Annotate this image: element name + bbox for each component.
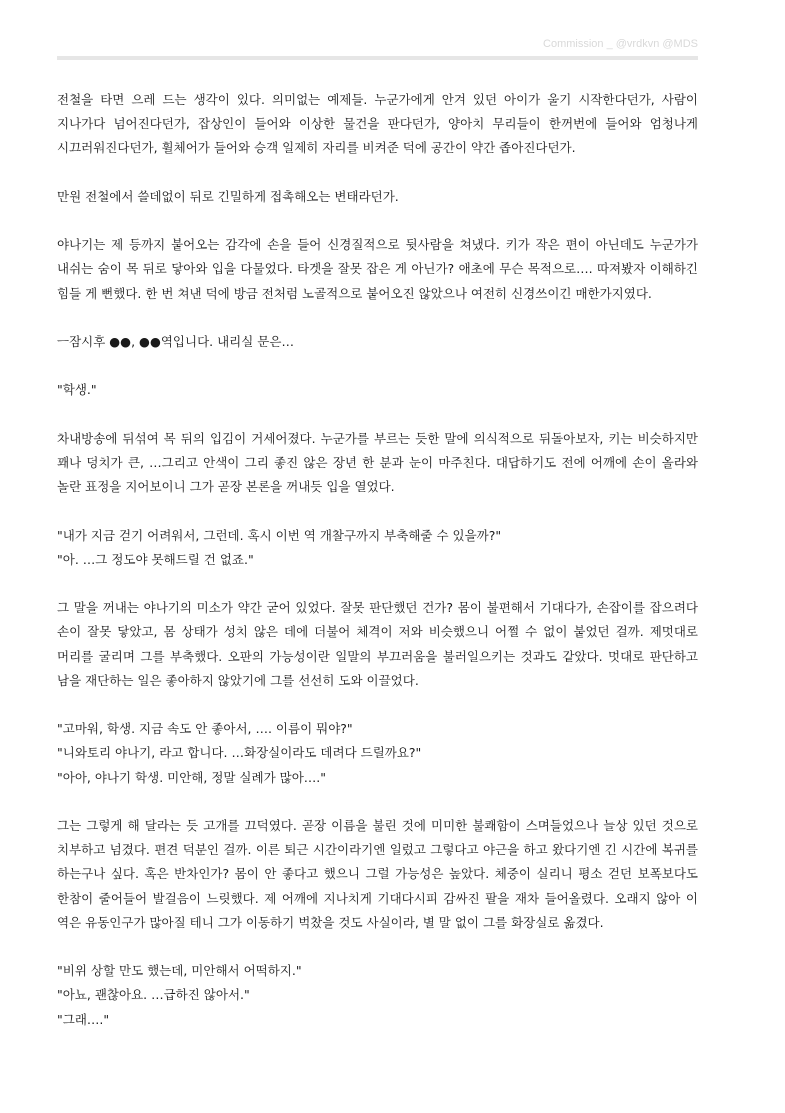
narration-paragraph: 만원 전철에서 쓸데없이 뒤로 긴밀하게 접촉해오는 변태라던가. [57, 188, 399, 204]
narration-paragraph: 전철을 타면 으레 드는 생각이 있다. 의미없는 예제들. 누군가에게 안겨 있던 아이가 울기 시작한다던가, 사람이 지나가다 넘어진다던가, 잡상인이 들어와 이상한 물건을 판다던가, 양아치 무리들이 한꺼번에 들어와 엄청나게 시끄러워진다던가, 휠체어가 들어와 승객 일제히 자리를 비켜준 덕에 공간이 약간 좁아진다던가. [57, 92, 698, 156]
dialogue-line: "그래…." [57, 1011, 110, 1027]
page-header [57, 32, 698, 60]
dialogue-line: "아아, 야나기 학생. 미안해, 정말 실례가 많아…." [57, 769, 327, 785]
narration-paragraph: 그 말을 꺼내는 야나기의 미소가 약간 굳어 있었다. 잘못 판단했던 건가? 몸이 불편해서 기대다가, 손잡이를 잡으려다 손이 잘못 닿았고, 몸 상태가 성치 않은 데에 더불어 체격이 저와 비슷했으니 어쩔 수 없이 붙었던 걸까. 제멋대로 머리를 굴리며 그를 부축했다. 오판의 가능성이란 일말의 부끄러움을 불러일으키는 것과도 같았다. 멋대로 판단하고 남을 재단하는 일은 좋아하지 않았기에 그를 선선히 도와 이끌었다. [57, 600, 698, 688]
document-body [57, 88, 698, 1056]
dialogue-line: "내가 지금 걷기 어려워서, 그런데. 혹시 이번 역 개찰구까지 부축해줄 수 있을까?" [57, 527, 502, 543]
dialogue-block [57, 524, 698, 572]
dialogue-line: "비위 상할 만도 했는데, 미안해서 어떡하지." [57, 963, 302, 979]
narration-paragraph: 그는 그렇게 해 달라는 듯 고개를 끄덕였다. 곧장 이름을 불린 것에 미미한 불쾌함이 스며들었으나 늘상 있던 것으로 치부하고 넘겼다. 편견 덕분인 걸까. 이른 퇴근 시간이라기엔 일렀고 그렇다고 야근을 하고 왔다기엔 긴 시간에 복귀를 하는구나 싶다. 혹은 반차인가? 몸이 안 좋다고 했으니 그럴 가능성은 높았다. 체중이 실리니 평소 걷던 보폭보다도 한참이 줄어들어 발걸음이 느릿했다. 제 어깨에 지나치게 기대다시피 감싸진 팔을 재차 들어올렸다. 오래지 않아 이 역은 유동인구가 많아질 테니 그가 이동하기 벅찼을 것도 사실이라, 별 말 없이 그를 화장실로 옮겼다. [57, 817, 698, 930]
dialogue-block [57, 378, 698, 402]
narration-paragraph: 야나기는 제 등까지 붙어오는 감각에 손을 들어 신경질적으로 뒷사람을 쳐냈다. 키가 작은 편이 아닌데도 누군가가 내쉬는 숨이 목 뒤로 닿아와 입을 다물었다. 타겟을 잘못 잡은 게 아닌가? 애초에 무슨 목적으로…. 따져봤자 이해하긴 힘들 게 뻔했다. 한 번 쳐낸 덕에 방금 전처럼 노골적으로 붙어오진 않았으나 여전히 신경쓰이긴 매한가지였다. [57, 237, 698, 301]
dialogue-line: "고마워, 학생. 지금 속도 안 좋아서, …. 이름이 뭐야?" [57, 721, 353, 737]
dialogue-line: "니와토리 야나기, 라고 합니다. …화장실이라도 데려다 드릴까요?" [57, 745, 422, 761]
dialogue-block [57, 330, 698, 354]
dialogue-block [57, 959, 698, 1032]
watermark-text: Commission _ @vrdkvn @MDS [543, 38, 698, 50]
dialogue-line: "학생." [57, 382, 97, 398]
narration-paragraph: 차내방송에 뒤섞여 목 뒤의 입김이 거세어졌다. 누군가를 부르는 듯한 말에 의식적으로 뒤돌아보자, 키는 비슷하지만 꽤나 덩치가 큰, …그리고 안색이 그리 좋진 않은 장년 한 분과 눈이 마주친다. 대답하기도 전에 어깨에 손이 올라와 놀란 표정을 지어보이니 그가 곧장 본론을 꺼내듯 입을 열었다. [57, 430, 698, 495]
dialogue-line: "아뇨, 괜찮아요. …급하진 않아서." [57, 987, 250, 1003]
dialogue-line: "아. …그 정도야 못해드릴 건 없죠." [57, 551, 254, 567]
dialogue-block [57, 717, 698, 790]
dialogue-line: ㅡ잠시후 ●●, ●●역입니다. 내리실 문은… [57, 333, 294, 349]
header-divider [57, 56, 698, 60]
